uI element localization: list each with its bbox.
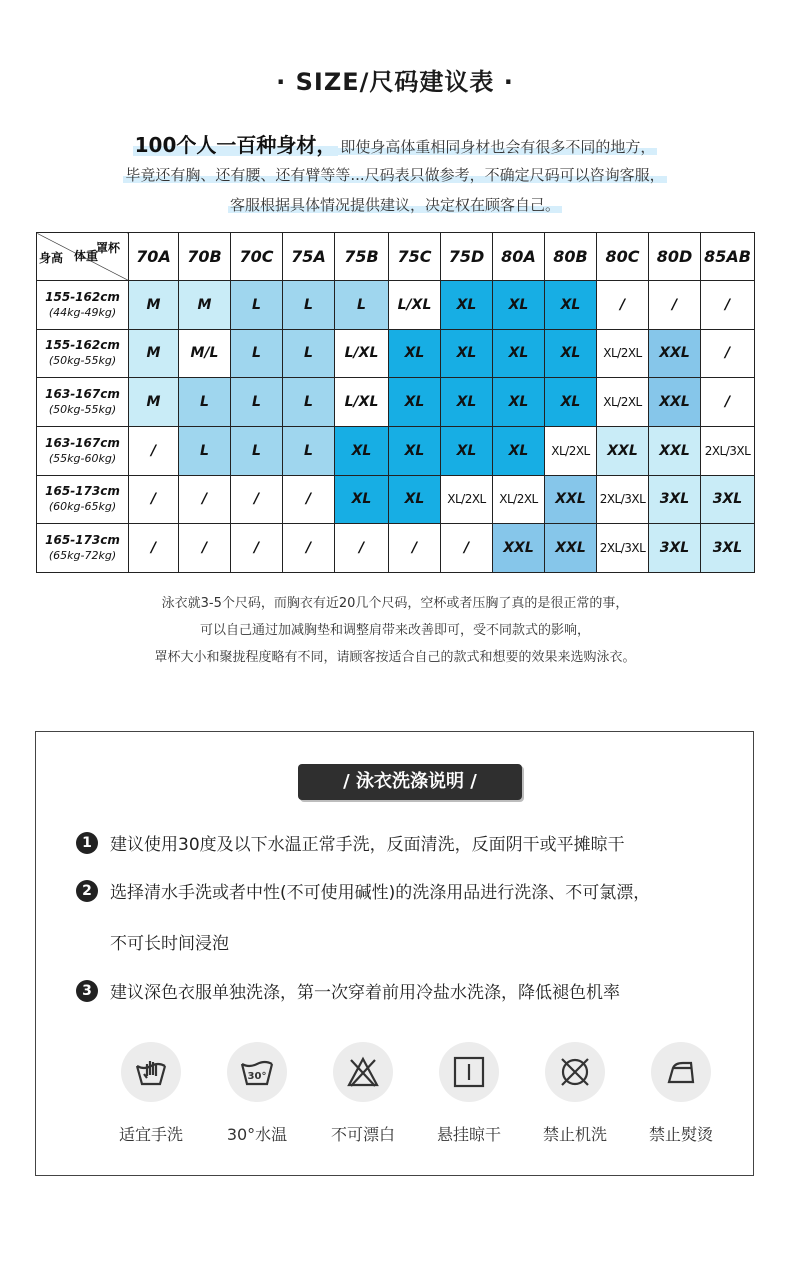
size-cell: M bbox=[179, 281, 231, 330]
size-cell: L bbox=[179, 426, 231, 475]
row-weight: (55kg-60kg) bbox=[48, 451, 117, 465]
note-line: 泳衣就3-5个尺码，而胸衣有近20几个尺码，空杯或者压胸了真的是很正常的事， bbox=[161, 596, 629, 611]
instruction-text: 选择清水手洗或者中性(不可使用碱性)的洗涤用品进行洗涤、不可氯漂， bbox=[110, 883, 651, 903]
table-row bbox=[37, 475, 755, 524]
size-cell: 3XL bbox=[701, 475, 755, 524]
size-cell: 2XL/3XL bbox=[701, 426, 755, 475]
size-cell: / bbox=[129, 426, 179, 475]
size-cell: L/XL bbox=[335, 329, 389, 378]
care-item bbox=[96, 1042, 206, 1145]
size-cell: XL/2XL bbox=[493, 475, 545, 524]
row-height: 165-173cm bbox=[45, 533, 120, 548]
column-header: 70C bbox=[231, 233, 283, 281]
note-line: 可以自己通过加减胸垫和调整肩带来改善即可，受不同款式的影响， bbox=[199, 623, 590, 638]
size-cell: / bbox=[129, 524, 179, 573]
page-title: · SIZE/尺码建议表 · bbox=[276, 68, 514, 96]
care-item bbox=[520, 1042, 630, 1145]
table-row bbox=[37, 281, 755, 330]
wash-temp-badge: 30° bbox=[247, 1071, 267, 1082]
hand-wash-icon bbox=[121, 1042, 181, 1102]
size-cell: XXL bbox=[545, 475, 597, 524]
column-header: 80A bbox=[493, 233, 545, 281]
no-machine-wash-icon bbox=[545, 1042, 605, 1102]
row-header bbox=[37, 426, 129, 475]
row-header bbox=[37, 524, 129, 573]
row-weight: (60kg-65kg) bbox=[48, 500, 117, 514]
size-cell: XXL bbox=[493, 524, 545, 573]
column-header: 85AB bbox=[701, 233, 755, 281]
intro-line-3 bbox=[0, 190, 790, 220]
column-header: 75B bbox=[335, 233, 389, 281]
table-row bbox=[37, 329, 755, 378]
size-cell: M bbox=[129, 329, 179, 378]
size-cell: XL bbox=[441, 281, 493, 330]
instruction-2-continued: 不可长时间浸泡 bbox=[110, 934, 229, 954]
size-notes bbox=[0, 590, 790, 671]
size-cell: L bbox=[283, 329, 335, 378]
corner-cup-label: 罩杯 bbox=[95, 241, 120, 255]
size-cell: / bbox=[283, 475, 335, 524]
row-header bbox=[37, 475, 129, 524]
column-header: 75D bbox=[441, 233, 493, 281]
care-label: 悬挂晾干 bbox=[436, 1125, 501, 1144]
instruction-text: 建议深色衣服单独洗涤，第一次穿着前用冷盐水洗涤，降低褪色机率 bbox=[110, 983, 620, 1003]
size-cell: XXL bbox=[649, 426, 701, 475]
corner-weight-label: 体重 bbox=[73, 249, 98, 263]
size-cell: XXL bbox=[649, 329, 701, 378]
size-cell: / bbox=[389, 524, 441, 573]
size-cell: XL bbox=[441, 378, 493, 427]
size-cell: 3XL bbox=[701, 524, 755, 573]
size-cell: / bbox=[649, 281, 701, 330]
column-header: 70A bbox=[129, 233, 179, 281]
number-badge: 1 bbox=[76, 832, 98, 854]
hang-dry-icon bbox=[439, 1042, 499, 1102]
header-row bbox=[37, 233, 755, 281]
size-cell: XL bbox=[545, 378, 597, 427]
size-cell: M bbox=[129, 281, 179, 330]
size-cell: 2XL/3XL bbox=[597, 475, 649, 524]
size-cell: 2XL/3XL bbox=[597, 524, 649, 573]
corner-height-label: 身高 bbox=[39, 251, 64, 265]
note-line: 罩杯大小和聚拢程度略有不同，请顾客按适合自己的款式和想要的效果来选购泳衣。 bbox=[154, 650, 636, 665]
care-item bbox=[414, 1042, 524, 1145]
row-height: 163-167cm bbox=[45, 435, 120, 450]
care-item bbox=[626, 1042, 736, 1145]
size-cell: L/XL bbox=[389, 281, 441, 330]
size-cell: XL/2XL bbox=[545, 426, 597, 475]
size-cell: / bbox=[597, 281, 649, 330]
size-cell: M/L bbox=[179, 329, 231, 378]
intro-text bbox=[0, 130, 790, 220]
intro-line-1-rest: 即使身高体重相同身材也会有很多不同的地方， bbox=[340, 138, 656, 156]
size-cell: / bbox=[283, 524, 335, 573]
row-weight: (65kg-72kg) bbox=[48, 549, 117, 563]
size-cell: XL bbox=[389, 329, 441, 378]
table-row bbox=[37, 524, 755, 573]
care-title: / 泳衣洗涤说明 / bbox=[298, 764, 522, 800]
column-header: 80D bbox=[649, 233, 701, 281]
size-cell: / bbox=[179, 475, 231, 524]
intro-line-2 bbox=[0, 160, 790, 190]
size-cell: / bbox=[701, 329, 755, 378]
size-cell: XL bbox=[493, 281, 545, 330]
size-cell: XL bbox=[389, 426, 441, 475]
care-label: 适宜手洗 bbox=[118, 1125, 183, 1144]
row-header bbox=[37, 281, 129, 330]
size-cell: XXL bbox=[597, 426, 649, 475]
column-header: 80C bbox=[597, 233, 649, 281]
care-icons bbox=[86, 1042, 726, 1152]
wash-30-icon bbox=[227, 1042, 287, 1102]
row-header bbox=[37, 329, 129, 378]
care-label: 30°水温 bbox=[226, 1125, 288, 1144]
row-height: 155-162cm bbox=[45, 338, 120, 353]
intro-line-1 bbox=[0, 130, 790, 160]
intro-lead: 100个人一百种身材， bbox=[134, 133, 337, 157]
size-cell: XL bbox=[493, 378, 545, 427]
size-cell: / bbox=[129, 475, 179, 524]
care-label: 不可漂白 bbox=[330, 1125, 395, 1144]
size-cell: XL/2XL bbox=[597, 329, 649, 378]
row-weight: (50kg-55kg) bbox=[48, 354, 117, 368]
size-cell: L bbox=[231, 329, 283, 378]
size-table bbox=[36, 232, 755, 573]
size-cell: / bbox=[179, 524, 231, 573]
no-bleach-icon bbox=[333, 1042, 393, 1102]
column-header: 80B bbox=[545, 233, 597, 281]
size-cell: XL bbox=[335, 475, 389, 524]
size-cell: XL bbox=[545, 329, 597, 378]
size-cell: L bbox=[283, 426, 335, 475]
size-cell: L bbox=[179, 378, 231, 427]
row-header bbox=[37, 378, 129, 427]
size-cell: 3XL bbox=[649, 475, 701, 524]
size-cell: XL bbox=[335, 426, 389, 475]
size-cell: XXL bbox=[545, 524, 597, 573]
number-badge: 2 bbox=[76, 880, 98, 902]
care-item bbox=[202, 1042, 312, 1145]
size-cell: XXL bbox=[649, 378, 701, 427]
size-cell: L/XL bbox=[335, 378, 389, 427]
size-cell: XL bbox=[545, 281, 597, 330]
instruction-1 bbox=[76, 830, 625, 855]
size-cell: 3XL bbox=[649, 524, 701, 573]
corner-cell bbox=[37, 233, 129, 281]
no-iron-icon bbox=[651, 1042, 711, 1102]
size-cell: XL bbox=[493, 329, 545, 378]
instruction-2 bbox=[76, 878, 650, 903]
row-height: 155-162cm bbox=[45, 289, 120, 304]
size-cell: L bbox=[335, 281, 389, 330]
size-cell: M bbox=[129, 378, 179, 427]
size-cell: XL bbox=[441, 426, 493, 475]
instruction-text: 建议使用30度及以下水温正常手洗，反面清洗，反面阴干或平摊晾干 bbox=[110, 835, 625, 855]
table-row bbox=[37, 426, 755, 475]
size-cell: L bbox=[231, 378, 283, 427]
column-header: 70B bbox=[179, 233, 231, 281]
size-cell: XL bbox=[493, 426, 545, 475]
table-row bbox=[37, 378, 755, 427]
row-height: 163-167cm bbox=[45, 387, 120, 402]
size-cell: L bbox=[231, 426, 283, 475]
row-height: 165-173cm bbox=[45, 484, 120, 499]
row-weight: (44kg-49kg) bbox=[48, 305, 117, 319]
size-cell: L bbox=[231, 281, 283, 330]
size-cell: / bbox=[701, 378, 755, 427]
size-cell: L bbox=[283, 281, 335, 330]
instruction-3 bbox=[76, 978, 620, 1003]
size-cell: / bbox=[231, 475, 283, 524]
care-label: 禁止熨烫 bbox=[648, 1125, 713, 1144]
size-cell: / bbox=[231, 524, 283, 573]
column-header: 75A bbox=[283, 233, 335, 281]
care-item bbox=[308, 1042, 418, 1145]
intro-line-2-text: 毕竟还有胸、还有腰、还有臂等等...尺码表只做参考，不确定尺码可以咨询客服， bbox=[125, 166, 665, 184]
intro-line-3-text: 客服根据具体情况提供建议，决定权在顾客自己。 bbox=[229, 196, 560, 214]
row-weight: (50kg-55kg) bbox=[48, 403, 117, 417]
size-cell: XL/2XL bbox=[597, 378, 649, 427]
number-badge: 3 bbox=[76, 980, 98, 1002]
column-header: 75C bbox=[389, 233, 441, 281]
size-cell: XL bbox=[389, 378, 441, 427]
size-cell: / bbox=[701, 281, 755, 330]
size-cell: L bbox=[283, 378, 335, 427]
care-panel bbox=[35, 731, 754, 1176]
size-cell: / bbox=[335, 524, 389, 573]
size-cell: XL bbox=[441, 329, 493, 378]
care-label: 禁止机洗 bbox=[542, 1125, 607, 1144]
size-cell: XL/2XL bbox=[441, 475, 493, 524]
size-cell: / bbox=[441, 524, 493, 573]
size-cell: XL bbox=[389, 475, 441, 524]
